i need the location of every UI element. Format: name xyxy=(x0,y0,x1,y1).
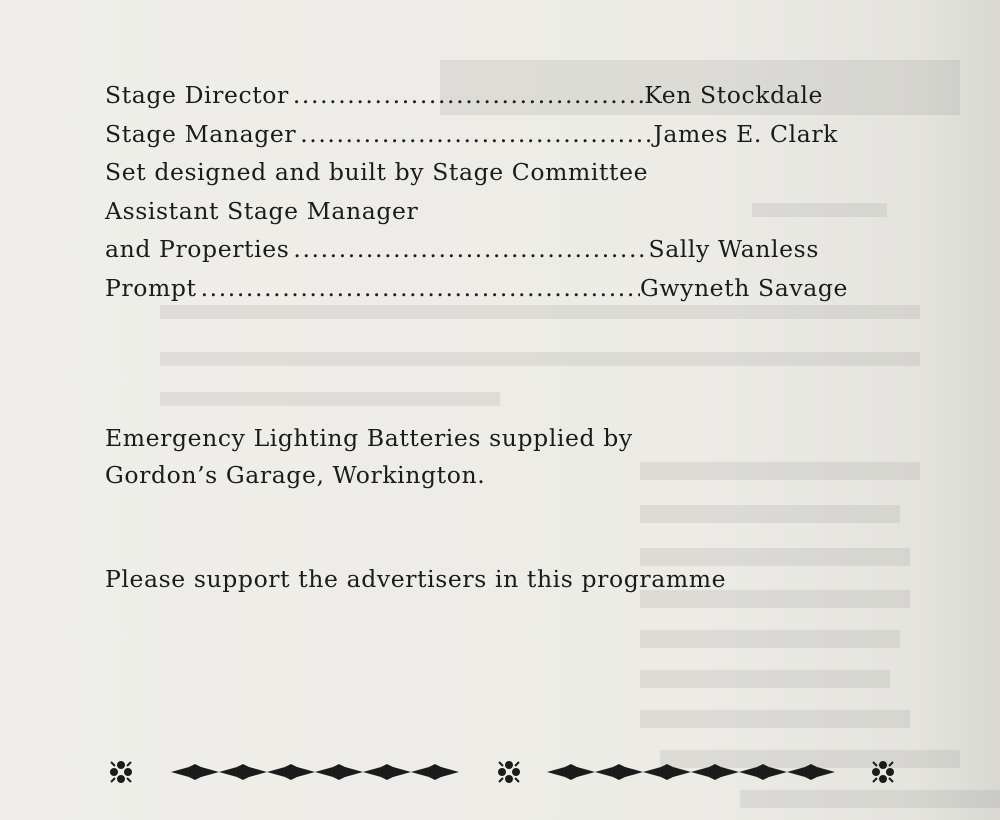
dot-leader xyxy=(289,76,644,115)
lozenge-icon xyxy=(595,764,643,780)
lozenge-icon xyxy=(219,764,267,780)
ornament-divider-svg xyxy=(105,752,905,792)
credit-role: Assistant Stage Manager xyxy=(105,196,419,225)
lozenge-icon xyxy=(171,764,219,780)
credit-role: Stage Manager xyxy=(105,119,297,148)
lozenge-icon xyxy=(411,764,459,780)
credit-name: Gwyneth Savage xyxy=(639,273,848,302)
credit-properties xyxy=(105,230,819,269)
fleuron-center-icon xyxy=(498,761,520,783)
advertisers-note: Please support the advertisers in this programme xyxy=(105,565,727,593)
credit-stage-director xyxy=(105,76,823,115)
lozenge-icon xyxy=(363,764,411,780)
lighting-line-1: Emergency Lighting Batteries supplied by xyxy=(105,424,633,452)
fleuron-left-icon xyxy=(110,761,132,783)
lozenge-icon xyxy=(691,764,739,780)
credit-name: James E. Clark xyxy=(653,119,838,148)
credit-set-design xyxy=(105,153,865,192)
lozenge-icon xyxy=(547,764,595,780)
lozenge-icon xyxy=(787,764,835,780)
credit-stage-manager xyxy=(105,115,838,154)
production-credits xyxy=(105,76,865,307)
dot-leader xyxy=(289,230,648,269)
dot-leader xyxy=(197,269,640,308)
credit-role: Set designed and built by Stage Committee xyxy=(105,158,649,186)
credit-name: Sally Wanless xyxy=(648,235,819,263)
lozenge-icon xyxy=(315,764,363,780)
credit-role: Prompt xyxy=(105,273,197,302)
credit-name: Ken Stockdale xyxy=(644,81,823,109)
lighting-line-2: Gordon’s Garage, Workington. xyxy=(105,461,486,489)
lozenge-icon xyxy=(739,764,787,780)
lozenge-icon xyxy=(267,764,315,780)
credit-role: and Properties xyxy=(105,235,290,263)
fleuron-right-icon xyxy=(872,761,894,783)
dot-leader xyxy=(296,115,653,154)
lighting-acknowledgement xyxy=(105,420,925,494)
ornament-divider xyxy=(105,752,905,792)
lozenge-icon xyxy=(643,764,691,780)
credit-prompt xyxy=(105,269,848,308)
credit-role: Stage Director xyxy=(105,81,289,109)
credit-assistant-stage-manager xyxy=(105,192,865,231)
